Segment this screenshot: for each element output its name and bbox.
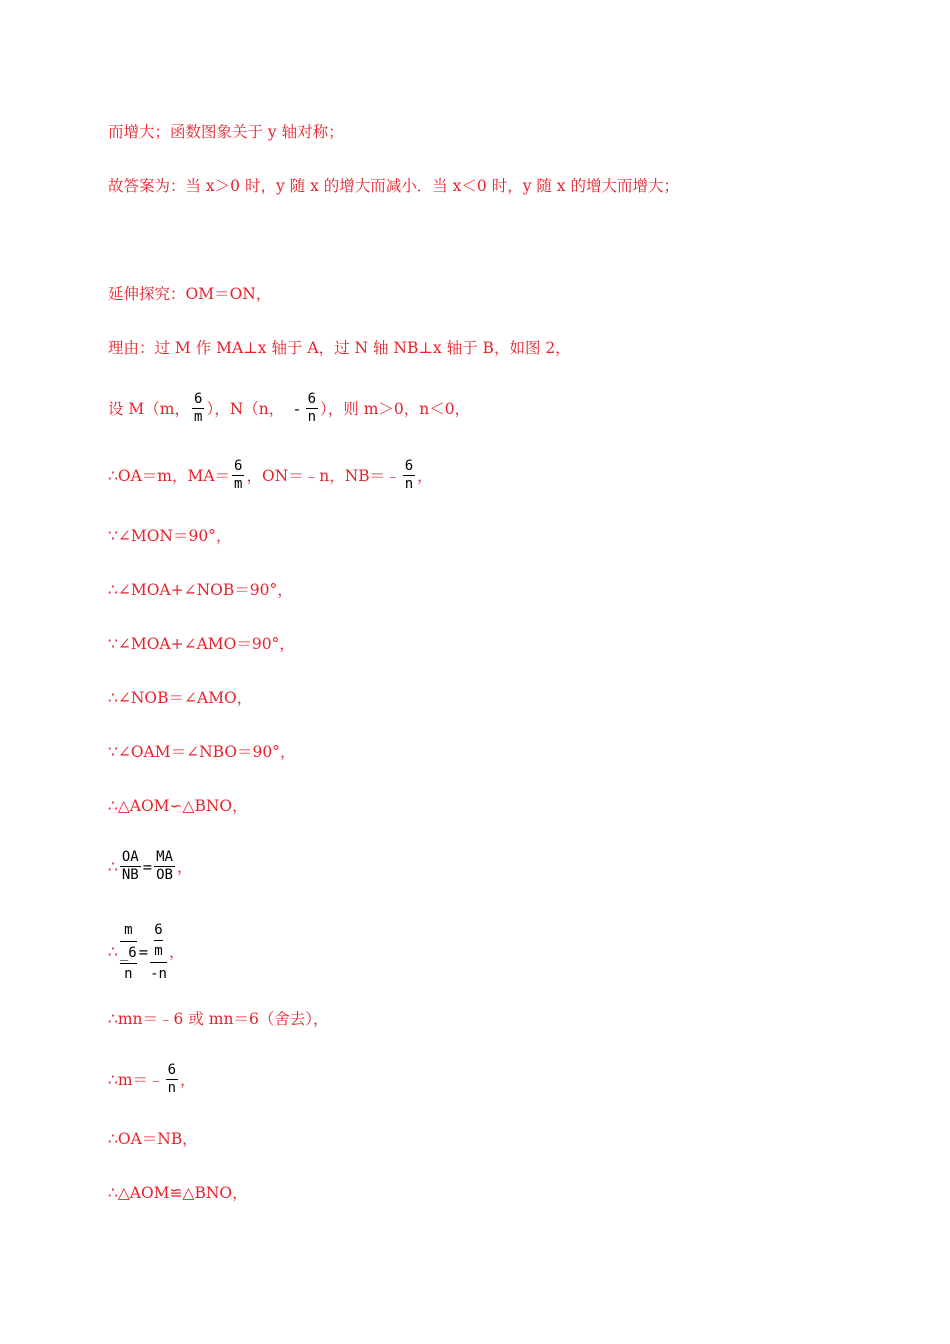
text: ∴∠MOA+∠NOB＝90°， xyxy=(108,581,293,599)
numerator: 6 xyxy=(307,391,317,407)
fraction-6-over-m xyxy=(232,458,244,493)
inner-numerator: 6 xyxy=(154,920,162,941)
line-1 xyxy=(108,122,344,142)
line-16 xyxy=(108,1062,196,1097)
line-11 xyxy=(108,742,296,762)
fraction-6-over-n xyxy=(306,391,318,426)
line-2 xyxy=(108,176,679,196)
text: ∴△AOM∽△BNO， xyxy=(108,797,248,815)
numerator: MA xyxy=(156,849,173,865)
text: ∴OA＝NB， xyxy=(108,1130,198,1148)
text: ∵∠OAM＝∠NBO＝90°， xyxy=(108,743,296,761)
text: ），N（n， xyxy=(206,399,285,418)
equals-sign: = xyxy=(142,857,153,876)
text: 而增大；函数图象关于 y 轴对称； xyxy=(108,123,344,141)
denominator: n xyxy=(307,409,317,425)
text: ∵∠MON＝90°， xyxy=(108,527,232,545)
inner-denominator: n xyxy=(124,966,133,982)
text: 延伸探究：OM＝ON， xyxy=(108,285,272,303)
fraction-oa-over-nb xyxy=(120,849,141,884)
text: ，ON＝﹣n，NB＝﹣ xyxy=(246,466,401,485)
numerator: 6 xyxy=(194,391,203,407)
text: ∴∠NOB＝∠AMO， xyxy=(108,689,253,707)
equals-sign: = xyxy=(138,943,149,961)
line-15 xyxy=(108,1009,329,1029)
text: ， xyxy=(168,943,185,961)
text: ∴ xyxy=(108,857,118,876)
line-14 xyxy=(108,920,184,984)
text: ∴m＝﹣ xyxy=(108,1070,164,1089)
line-12 xyxy=(108,796,248,816)
line-5 xyxy=(108,391,470,426)
line-18 xyxy=(108,1183,248,1203)
bottom xyxy=(150,964,167,984)
denominator: m xyxy=(194,409,203,425)
line-13 xyxy=(108,849,192,884)
text: 设 M（m， xyxy=(108,399,190,418)
numerator: 6 xyxy=(167,1062,176,1078)
text: ∴△AOM≌△BNO， xyxy=(108,1184,248,1202)
numerator: OA xyxy=(121,849,139,865)
fraction-ma-over-ob xyxy=(154,849,175,884)
fraction-bar xyxy=(120,941,137,942)
complex-fraction-left xyxy=(120,920,137,984)
top xyxy=(154,920,162,961)
numerator: 6 xyxy=(404,458,414,474)
line-10 xyxy=(108,688,252,708)
line-6 xyxy=(108,458,433,493)
text: 故答案为：当 x＞0 时，y 随 x 的增大而减小．当 x＜0 时，y 随 x 的增大而增大； xyxy=(108,177,679,195)
fraction-6-over-n xyxy=(166,1062,178,1097)
inner-denominator: m xyxy=(154,943,163,959)
line-9 xyxy=(108,634,295,654)
text: 理由：过 M 作 MA⊥x 轴于 A，过 N 轴 NB⊥x 轴于 B，如图 2， xyxy=(108,339,571,357)
text: ， xyxy=(180,1070,196,1089)
denominator: NB xyxy=(121,867,139,883)
text: ），则 m＞0，n＜0， xyxy=(320,399,471,418)
line-8 xyxy=(108,580,293,600)
denominator: -n xyxy=(150,966,167,982)
text: ∴ xyxy=(108,943,118,961)
minus-sign: - xyxy=(292,399,302,418)
numerator: 6 xyxy=(234,458,243,474)
text: ， xyxy=(417,466,433,485)
line-17 xyxy=(108,1129,198,1149)
fraction-bar xyxy=(150,962,167,963)
line-3 xyxy=(108,284,271,304)
top xyxy=(124,920,132,940)
denominator: n xyxy=(404,476,414,492)
denominator: n xyxy=(167,1080,176,1096)
numerator: m xyxy=(124,922,133,938)
fraction-6-over-n xyxy=(403,458,415,493)
line-7 xyxy=(108,526,231,546)
fraction-6-over-m xyxy=(192,391,204,426)
text: ∴mn＝﹣6 或 mn＝6（舍去）， xyxy=(108,1010,329,1028)
denominator: OB xyxy=(156,867,173,883)
text: ∴OA＝m，MA＝ xyxy=(108,466,231,485)
text: ， xyxy=(176,857,193,876)
complex-fraction-right xyxy=(150,920,167,984)
text: ∵∠MOA+∠AMO＝90°， xyxy=(108,635,295,653)
denominator: m xyxy=(234,476,243,492)
inner-numerator: _6 xyxy=(120,943,137,964)
bottom xyxy=(120,943,137,984)
line-4 xyxy=(108,338,571,358)
